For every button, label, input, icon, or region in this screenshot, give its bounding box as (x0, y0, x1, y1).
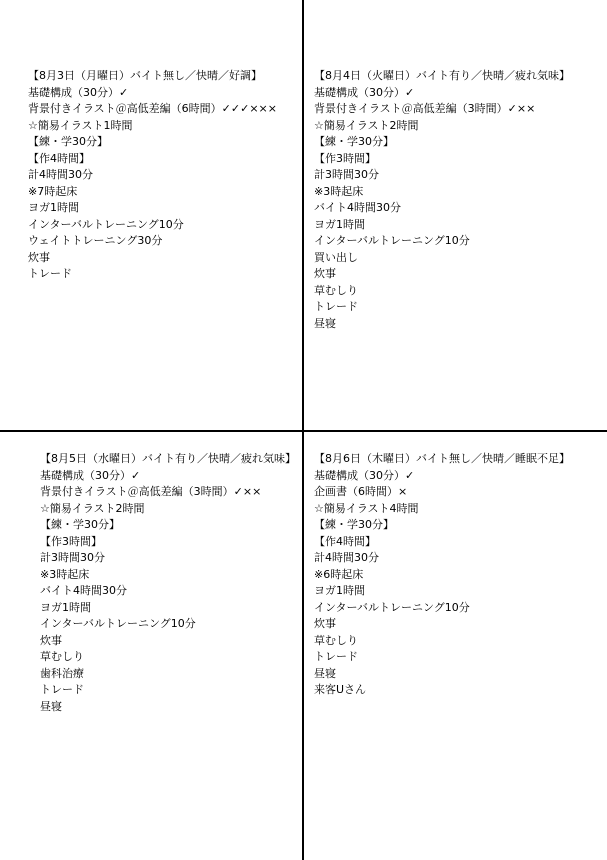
entry-line: 【作3時間】 (40, 534, 102, 548)
entry-line: ※3時起床 (314, 184, 364, 198)
day-entry-aug-3 (28, 68, 320, 283)
entry-line: ☆簡易イラスト2時間 (314, 118, 419, 132)
entry-line: トレード (28, 267, 72, 280)
entry-line: ヨガ1時間 (314, 217, 365, 231)
entry-line: ☆簡易イラスト1時間 (28, 118, 133, 132)
entry-line: 来客Uさん (314, 683, 367, 696)
entry-line: 草むしり (314, 633, 358, 647)
entry-line: ※7時起床 (28, 184, 78, 198)
entry-header: 【8月4日（火曜日）バイト有り／快晴／疲れ気味】 (314, 69, 570, 82)
entry-header: 【8月5日（水曜日）バイト有り／快晴／疲れ気味】 (40, 452, 296, 465)
entry-line: 炊事 (40, 633, 62, 647)
entry-line: 計4時間30分 (28, 168, 93, 181)
entry-line: バイト4時間30分 (314, 201, 401, 214)
entry-line: インターバルトレーニング10分 (40, 617, 196, 630)
horizontal-divider (0, 430, 607, 432)
entry-line: 【作4時間】 (28, 151, 90, 165)
entry-line: 【作3時間】 (314, 151, 376, 165)
entry-line: 背景付きイラスト＠高低差編（3時間）✓×× (40, 485, 262, 498)
entry-line: 計3時間30分 (40, 551, 105, 564)
entry-line: 企画書（6時間）× (314, 485, 408, 498)
entry-line: 計3時間30分 (314, 168, 379, 181)
entry-line: 背景付きイラスト＠高低差編（3時間）✓×× (314, 102, 536, 115)
entry-line: ヨガ1時間 (40, 600, 91, 614)
entry-line: 炊事 (314, 267, 336, 280)
entry-line: ☆簡易イラスト4時間 (314, 501, 419, 515)
entry-line: 【作4時間】 (314, 534, 376, 548)
entry-line: ☆簡易イラスト2時間 (40, 501, 145, 515)
entry-line: トレード (314, 650, 358, 663)
day-entry-aug-6 (314, 451, 606, 699)
entry-line: ヨガ1時間 (314, 584, 365, 597)
entry-line: インターバルトレーニング10分 (314, 600, 470, 614)
entry-line: 基礎構成（30分）✓ (314, 85, 415, 99)
entry-line: ※6時起床 (314, 567, 364, 581)
entry-line: 昼寝 (40, 699, 62, 713)
entry-line: ※3時起床 (40, 567, 90, 581)
entry-header: 【8月3日（月曜日）バイト無し／快晴／好調】 (28, 69, 262, 82)
entry-line: 【練・学30分】 (28, 135, 108, 148)
entry-line: 【練・学30分】 (40, 518, 120, 531)
entry-line: 草むしり (40, 650, 84, 663)
entry-line: 【練・学30分】 (314, 135, 394, 148)
entry-line: 背景付きイラスト＠高低差編（6時間）✓✓✓××× (28, 102, 277, 115)
entry-line: インターバルトレーニング10分 (314, 234, 470, 247)
entry-line: 草むしり (314, 283, 358, 297)
entry-line: 炊事 (28, 250, 50, 264)
entry-line: インターバルトレーニング10分 (28, 217, 184, 231)
entry-line: 基礎構成（30分）✓ (40, 468, 141, 482)
entry-line: トレード (314, 300, 358, 313)
entry-line: 買い出し (314, 250, 358, 264)
entry-line: トレード (40, 683, 84, 696)
entry-line: 基礎構成（30分）✓ (28, 85, 129, 99)
entry-header: 【8月6日（木曜日）バイト無し／快晴／睡眠不足】 (314, 452, 570, 465)
entry-line: 昼寝 (314, 316, 336, 330)
day-entry-aug-5 (40, 451, 332, 715)
entry-line: 昼寝 (314, 666, 336, 680)
entry-line: ヨガ1時間 (28, 201, 79, 214)
day-entry-aug-4 (314, 68, 606, 332)
entry-line: 【練・学30分】 (314, 518, 394, 531)
entry-line: バイト4時間30分 (40, 584, 127, 597)
entry-line: 基礎構成（30分）✓ (314, 468, 415, 482)
entry-line: 炊事 (314, 617, 336, 630)
entry-line: 計4時間30分 (314, 551, 379, 564)
entry-line: ウェイトトレーニング30分 (28, 234, 163, 247)
entry-line: 歯科治療 (40, 666, 84, 680)
